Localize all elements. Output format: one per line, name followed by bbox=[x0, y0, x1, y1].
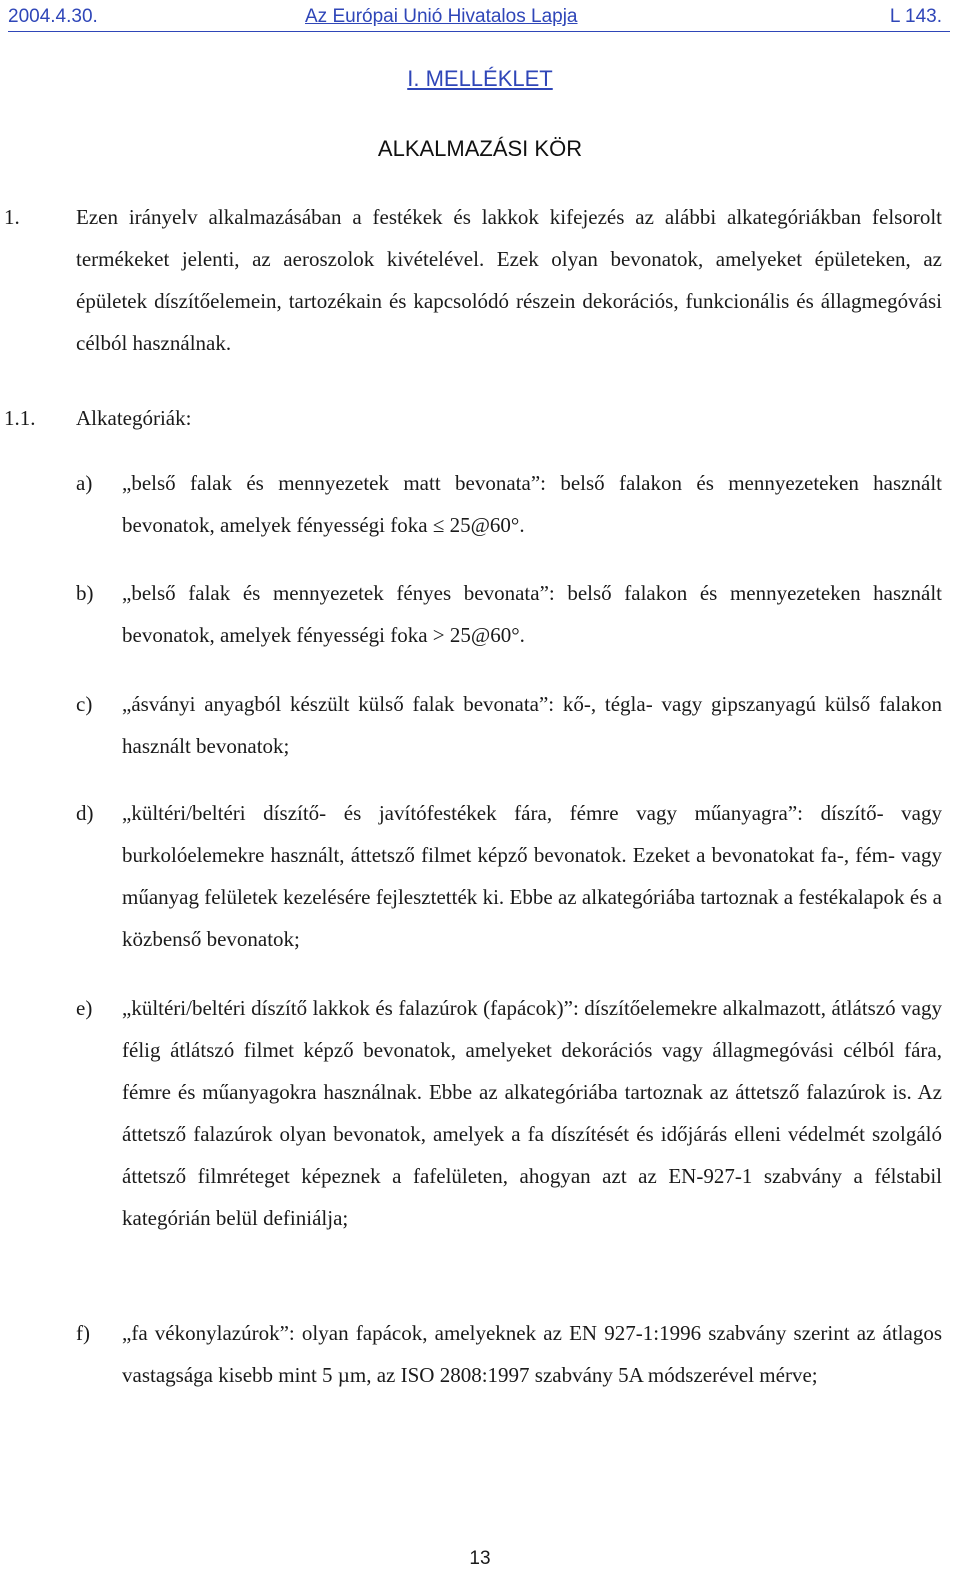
list-item-text: „kültéri/beltéri díszítő- és javítófestékek fára, fémre vagy műanyagra”: díszítő- vagy burkolóelemekre használt, áttetsző filmet képző bevonatok. Ezeket a bevonatokat fa-, fém- vagy műanyag felületek kezelésére fejlesztették ki. Ebbe az alkategóriába tartoznak a festékalapok és a közbenső bevonatok; bbox=[122, 801, 942, 951]
annex-title-text: I. MELLÉKLET bbox=[407, 66, 553, 91]
list-item-text: „ásványi anyagból készült külső falak bevonata”: kő-, tégla- vagy gipszanyagú külső falakon használt bevonatok; bbox=[122, 692, 942, 758]
section-paragraph: Ezen irányelv alkalmazásában a festékek és lakkok kifejezés az alábbi alkategóriákban felsorolt termékeket jelenti, az aeroszolok kivételével. Ezek olyan bevonatok, amelyeket épületeken, az épületek díszítőelemein, tartozékain és kapcsolódó részein dekorációs, funkcionális és állagmegóvási célból használnak. bbox=[76, 205, 942, 355]
list-item-text: „belső falak és mennyezetek matt bevonata”: belső falakon és mennyezeteken használt bevonatok, amelyek fényességi foka ≤ 25@60°. bbox=[122, 471, 942, 537]
list-item-letter: e) bbox=[76, 996, 93, 1020]
list-item-letter: c) bbox=[76, 692, 93, 716]
journal-header bbox=[8, 6, 948, 38]
section-number: 1. bbox=[4, 205, 20, 229]
page-number: 13 bbox=[469, 1548, 491, 1569]
subsection-number: 1.1. bbox=[4, 406, 36, 430]
header-journal-title[interactable]: Az Európai Unió Hivatalos Lapja bbox=[305, 6, 578, 27]
list-item-text: „fa vékonylazúrok”: olyan fapácok, amelyeknek az EN 927-1:1996 szabvány szerint az átlagos vastagsága kisebb mint 5 µm, az ISO 2808:1997 szabvány 5A módszerével mérve; bbox=[122, 1321, 942, 1387]
scope-title: ALKALMAZÁSI KÖR bbox=[377, 136, 583, 161]
header-page-reference: L 143. bbox=[889, 6, 942, 27]
list-item-text: „belső falak és mennyezetek fényes bevonata”: belső falakon és mennyezeteken használt bevonatok, amelyek fényességi foka > 25@60°. bbox=[122, 581, 942, 647]
header-date: 2004.4.30. bbox=[8, 6, 98, 27]
header-divider bbox=[8, 31, 950, 32]
list-item-letter: f) bbox=[76, 1321, 90, 1345]
subsection-title: Alkategóriák: bbox=[76, 406, 192, 430]
list-item-text: „kültéri/beltéri díszítő lakkok és falazúrok (fapácok)”: díszítőelemekre alkalmazott, átlátszó vagy félig átlátszó filmet képző bevonatok, amelyeket dekorációs vagy állagmegóvási célból fára, fémre és műanyagokra használnak. Ebbe az alkategóriába tartoznak az áttetsző falazúrok is. Az áttetsző falazúrok olyan bevonatok, amelyek a fa díszítését és időjárás elleni védelmét szolgáló áttetsző filmréteget képeznek a fafelületen, ahogyan azt az EN-927-1 szabvány a félstabil kategórián belül definiálja; bbox=[122, 996, 942, 1230]
list-item-letter: d) bbox=[76, 801, 94, 825]
list-item-letter: b) bbox=[76, 581, 94, 605]
annex-title bbox=[0, 66, 960, 92]
list-item-letter: a) bbox=[76, 471, 93, 495]
